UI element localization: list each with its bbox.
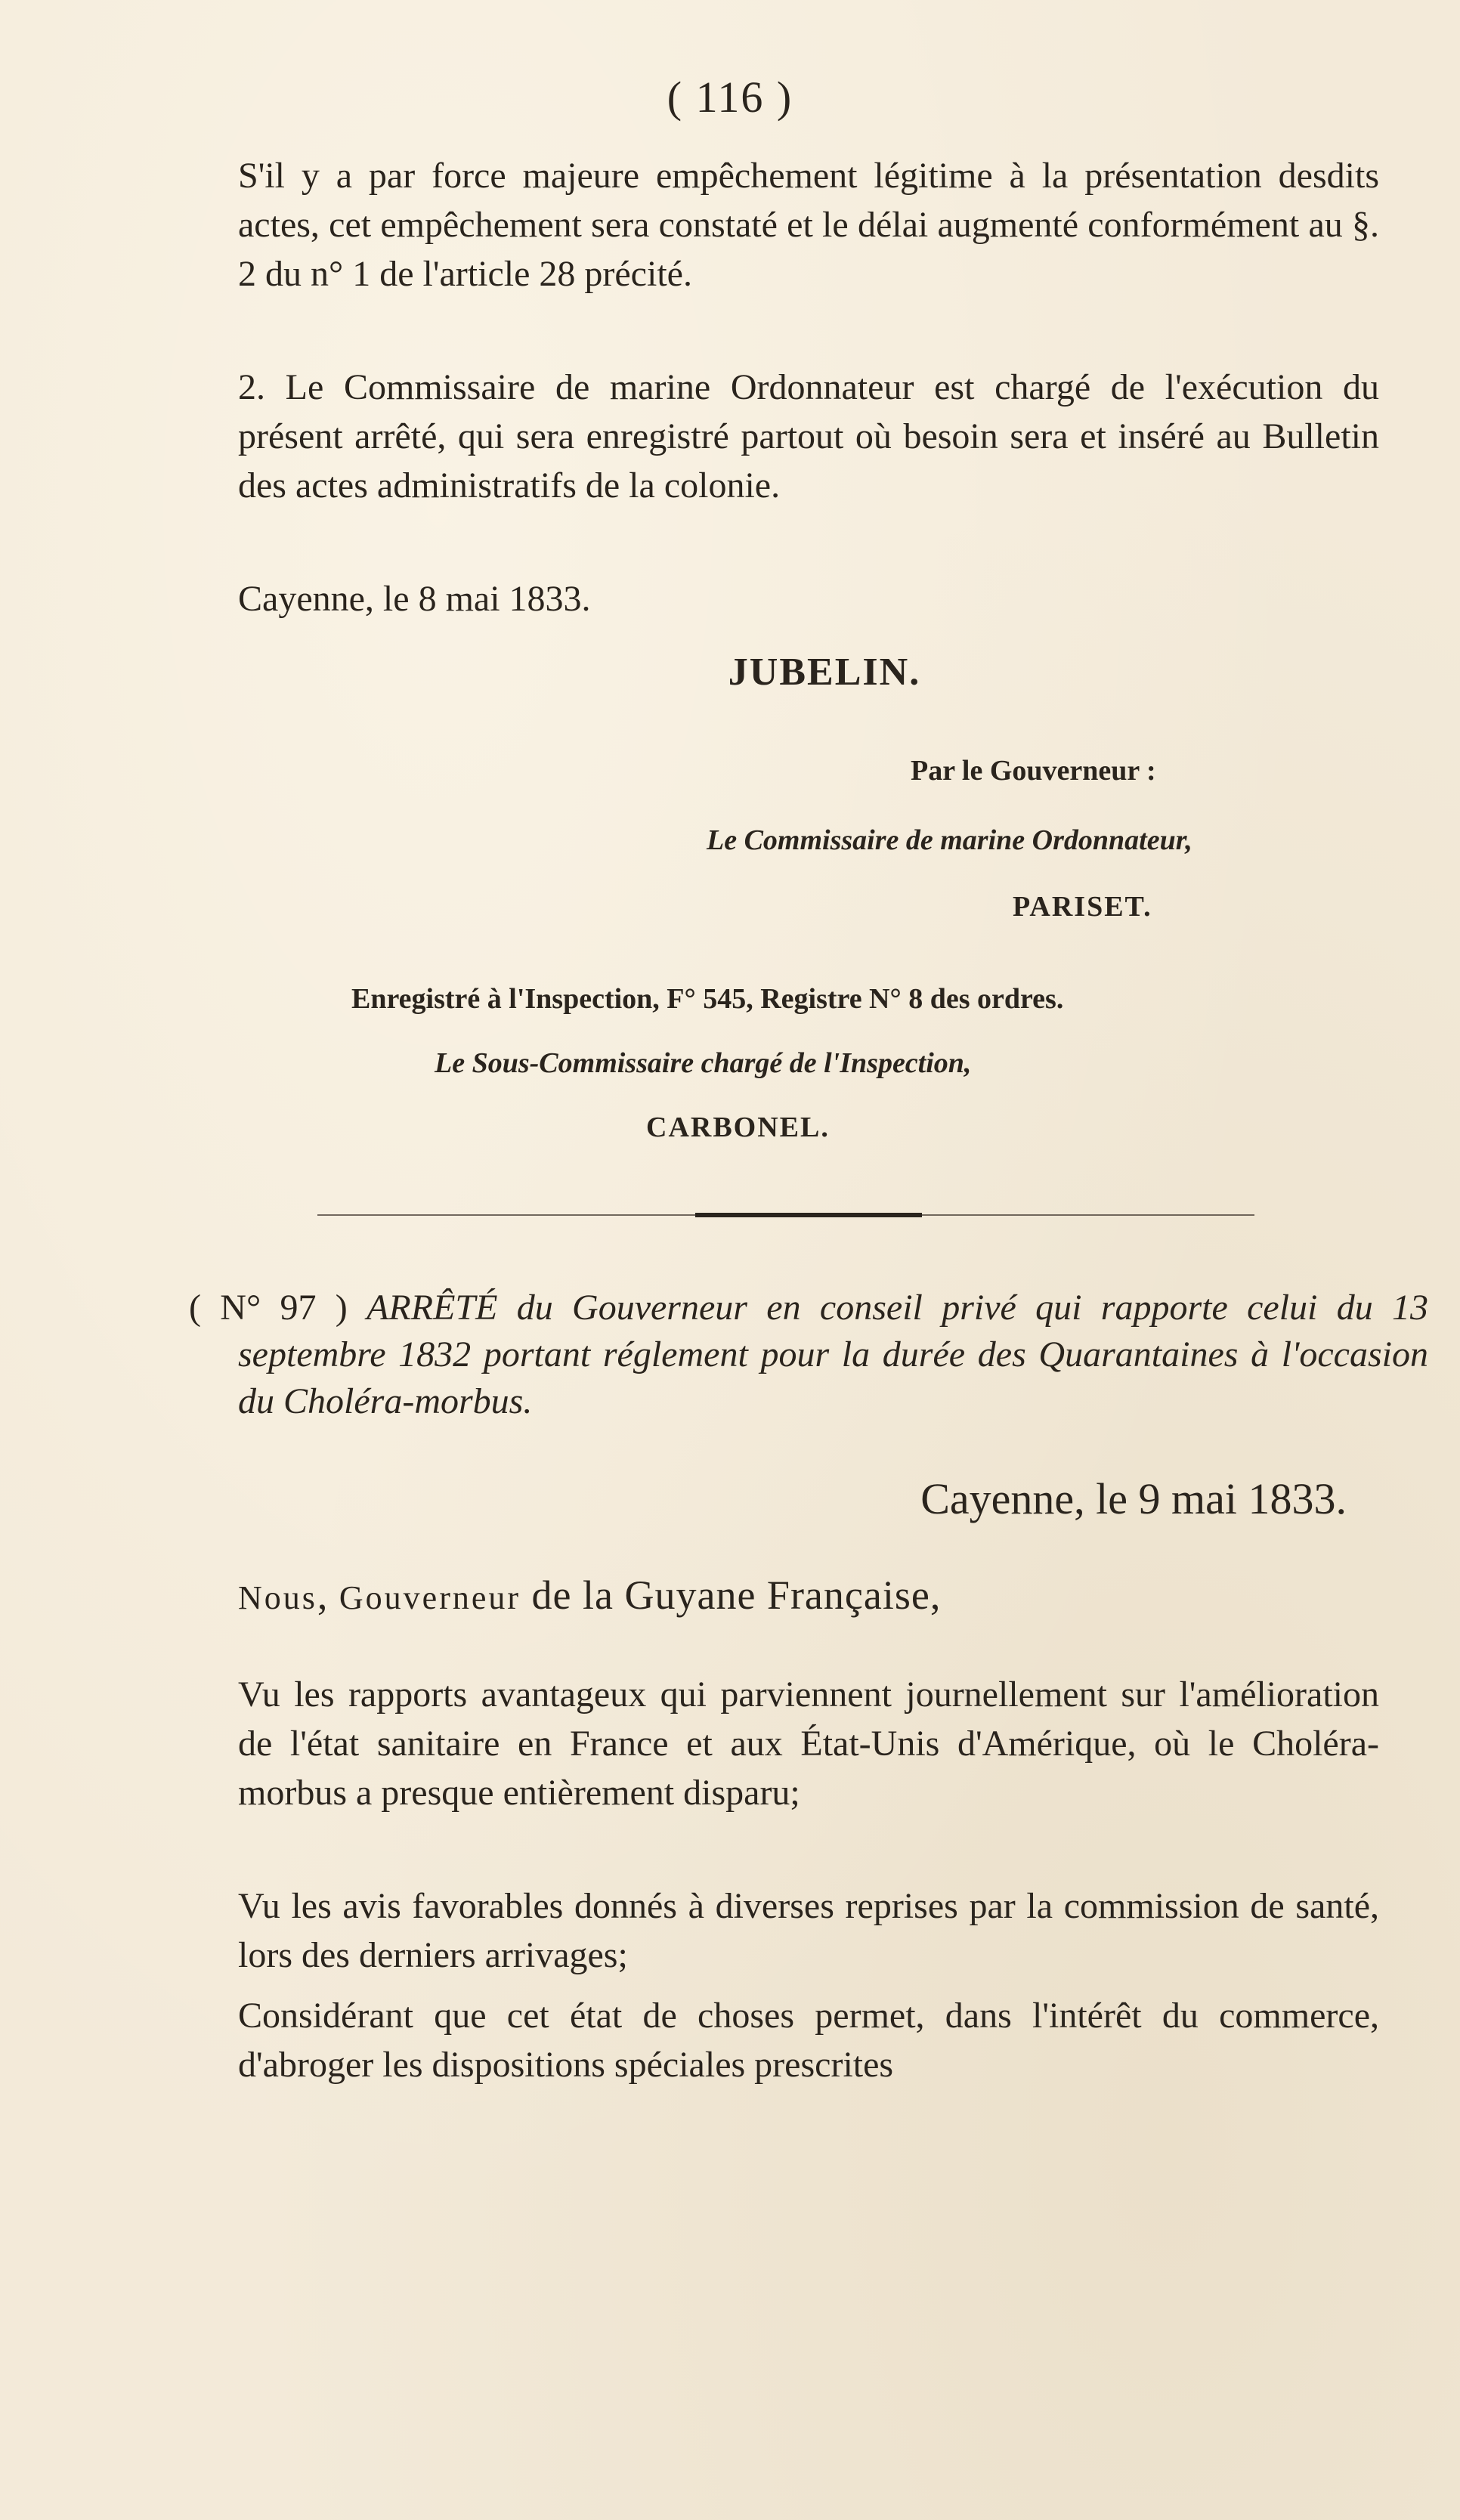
section-divider xyxy=(317,1213,1254,1217)
arrete-heading xyxy=(189,1285,1428,1425)
commissaire-title: Le Commissaire de marine Ordonnateur, xyxy=(707,824,1192,856)
registration-line: Enregistré à l'Inspection, F° 545, Registre N° 8 des ordres. xyxy=(351,983,1064,1015)
governor-signature: JUBELIN. xyxy=(728,651,921,694)
consideration-1: Vu les rapports avantageux qui parviennent journellement sur l'amélioration de l'état sanitaire en France et aux État-Unis d'Amérique, où le Choléra-morbus a presque entièrement disparu; xyxy=(238,1674,1379,1813)
nous-rest: de la Guyane Française, xyxy=(531,1572,942,1618)
gouverneur-word: Gouverneur xyxy=(339,1579,521,1616)
nous-word: Nous xyxy=(238,1579,317,1616)
page-number: ( 116 ) xyxy=(667,73,793,122)
consideration-2: Vu les avis favorables donnés à diverses reprises par la commission de santé, lors des derniers arrivages; xyxy=(238,1886,1379,1975)
arrete-title: ARRÊTÉ du Gouverneur en conseil privé qui rapporte celui du 13 septembre 1832 portant réglement pour la durée des Quarantaines à l'occasion du Choléra-morbus. xyxy=(238,1288,1429,1421)
arrete-number: ( N° 97 ) xyxy=(189,1288,348,1328)
place-date-2: Cayenne, le 9 mai 1833. xyxy=(920,1474,1347,1523)
sous-commissaire-title: Le Sous-Commissaire chargé de l'Inspection, xyxy=(435,1047,972,1079)
continuation-paragraph: S'il y a par force majeure empêchement légitime à la présentation desdits actes, cet empêchement sera constaté et le délai augmenté conformément au §. 2 du n° 1 de l'article 28 précité. xyxy=(238,156,1379,294)
place-date-1: Cayenne, le 8 mai 1833. xyxy=(238,579,591,619)
consideration-3: Considérant que cet état de choses permet, dans l'intérêt du commerce, d'abroger les dispositions spéciales prescrites xyxy=(238,1996,1379,2085)
par-le-gouverneur: Par le Gouverneur : xyxy=(911,755,1156,787)
sous-commissaire-name: CARBONEL. xyxy=(646,1112,830,1143)
nous-line: Nous, Gouverneur de la Guyane Française, xyxy=(238,1572,942,1618)
article-2-paragraph: 2. Le Commissaire de marine Ordonnateur est chargé de l'exécution du présent arrêté, qui sera enregistré partout où besoin sera et inséré au Bulletin des actes administratifs de la colonie. xyxy=(238,367,1379,506)
divider-thick-line xyxy=(695,1213,922,1217)
commissaire-name: PARISET. xyxy=(1013,891,1152,923)
